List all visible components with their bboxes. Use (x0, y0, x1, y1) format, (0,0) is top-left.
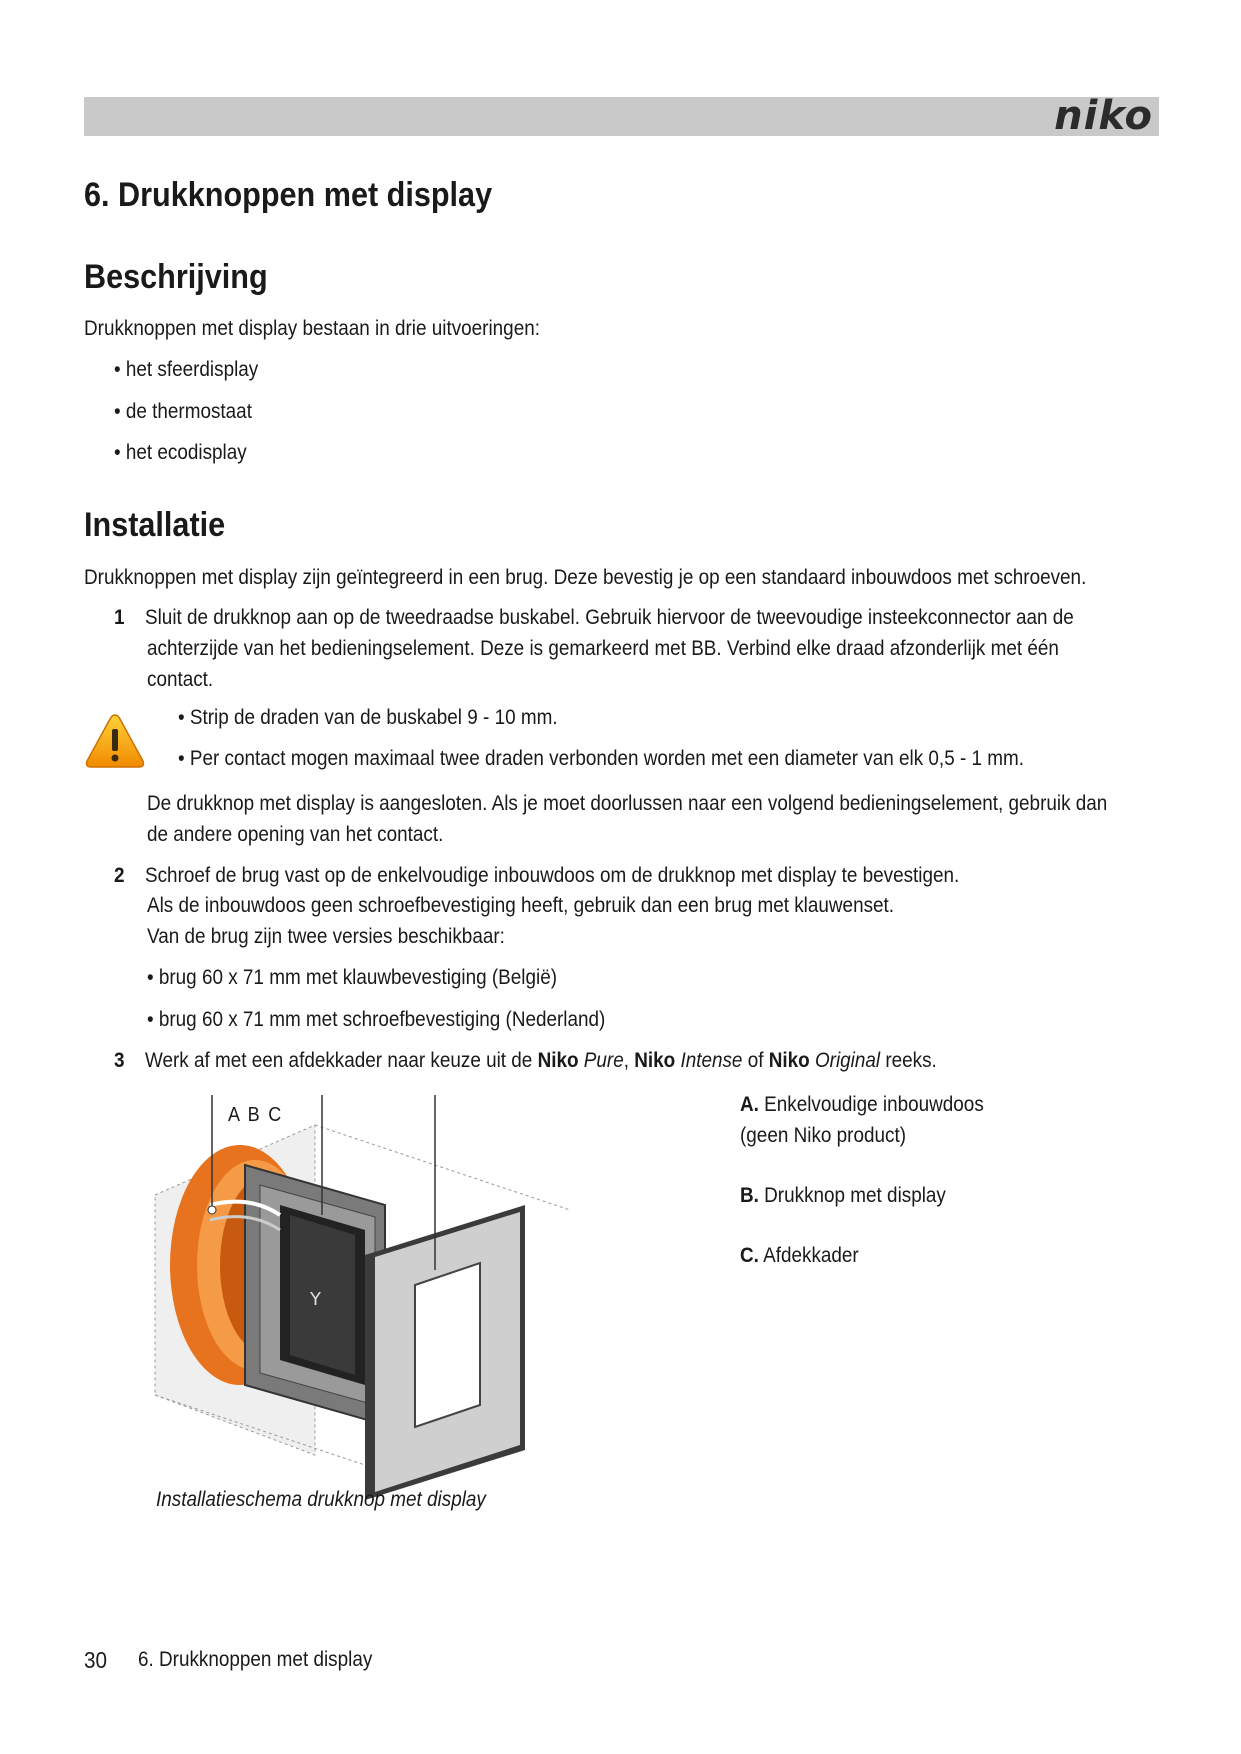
list-item: • het sfeerdisplay (114, 358, 259, 381)
figure-caption: Installatieschema drukknop met display (156, 1488, 486, 1511)
warning-icon (84, 712, 146, 770)
page-number: 30 (84, 1647, 108, 1673)
step-text: Als de inbouwdoos geen schroefbevestiging heeft, gebruik dan een brug met klauwenset. (147, 894, 895, 917)
list-item: • het ecodisplay (114, 441, 247, 464)
list-item: • brug 60 x 71 mm met schroefbevestiging (Nederland) (147, 1008, 606, 1031)
step-text: achterzijde van het bedieningselement. Deze is gemarkeerd met BB. Verbind elke draad afzonderlijk met één (147, 637, 1059, 660)
step-text: de andere opening van het contact. (147, 823, 444, 846)
step-number: 2 (114, 864, 125, 887)
list-item: • de thermostaat (114, 400, 252, 423)
step-number: 1 (114, 606, 125, 629)
step-text: contact. (147, 668, 214, 691)
section-heading-installatie: Installatie (84, 506, 226, 544)
legend-item-a-note: (geen Niko product) (740, 1124, 906, 1147)
step-text: Werk af met een afdekkader naar keuze uit de Niko Pure, Niko Intense of Niko Original reeks. (145, 1049, 937, 1072)
figure-labels: A B C (228, 1104, 284, 1126)
step-text: De drukknop met display is aangesloten. Als je moet doorlussen naar een volgend bedieningselement, gebruik dan (147, 792, 1108, 815)
installatie-intro: Drukknoppen met display zijn geïntegreerd in een brug. Deze bevestig je op een standaard inbouwdoos met schroeven. (84, 566, 1087, 589)
header-bar (84, 93, 1159, 139)
legend-item-b: B. Drukknop met display (740, 1184, 946, 1207)
legend-item-a: A. Enkelvoudige inbouwdoos (740, 1093, 984, 1116)
warning-text: • Per contact mogen maximaal twee draden verbonden worden met een diameter van elk 0,5 - 1 mm. (178, 747, 1024, 770)
beschrijving-intro: Drukknoppen met display bestaan in drie uitvoeringen: (84, 317, 540, 340)
legend-item-c: C. Afdekkader (740, 1244, 859, 1267)
svg-text:Y: Y (310, 1289, 321, 1310)
step-text: Sluit de drukknop aan op de tweedraadse buskabel. Gebruik hiervoor de tweevoudige insteekconnector aan de (145, 606, 1074, 629)
installation-diagram (150, 1095, 600, 1515)
section-heading-beschrijving: Beschrijving (84, 258, 268, 296)
page-title: 6. Drukknoppen met display (84, 176, 493, 214)
niko-logo: niko (1054, 93, 1153, 139)
list-item: • brug 60 x 71 mm met klauwbevestiging (België) (147, 966, 558, 989)
warning-text: • Strip de draden van de buskabel 9 - 10 mm. (178, 706, 558, 729)
step-text: Van de brug zijn twee versies beschikbaar: (147, 925, 505, 948)
step-text: Schroef de brug vast op de enkelvoudige inbouwdoos om de drukknop met display te bevestigen. (145, 864, 960, 887)
step-number: 3 (114, 1049, 125, 1072)
footer-section: 6. Drukknoppen met display (138, 1648, 373, 1671)
